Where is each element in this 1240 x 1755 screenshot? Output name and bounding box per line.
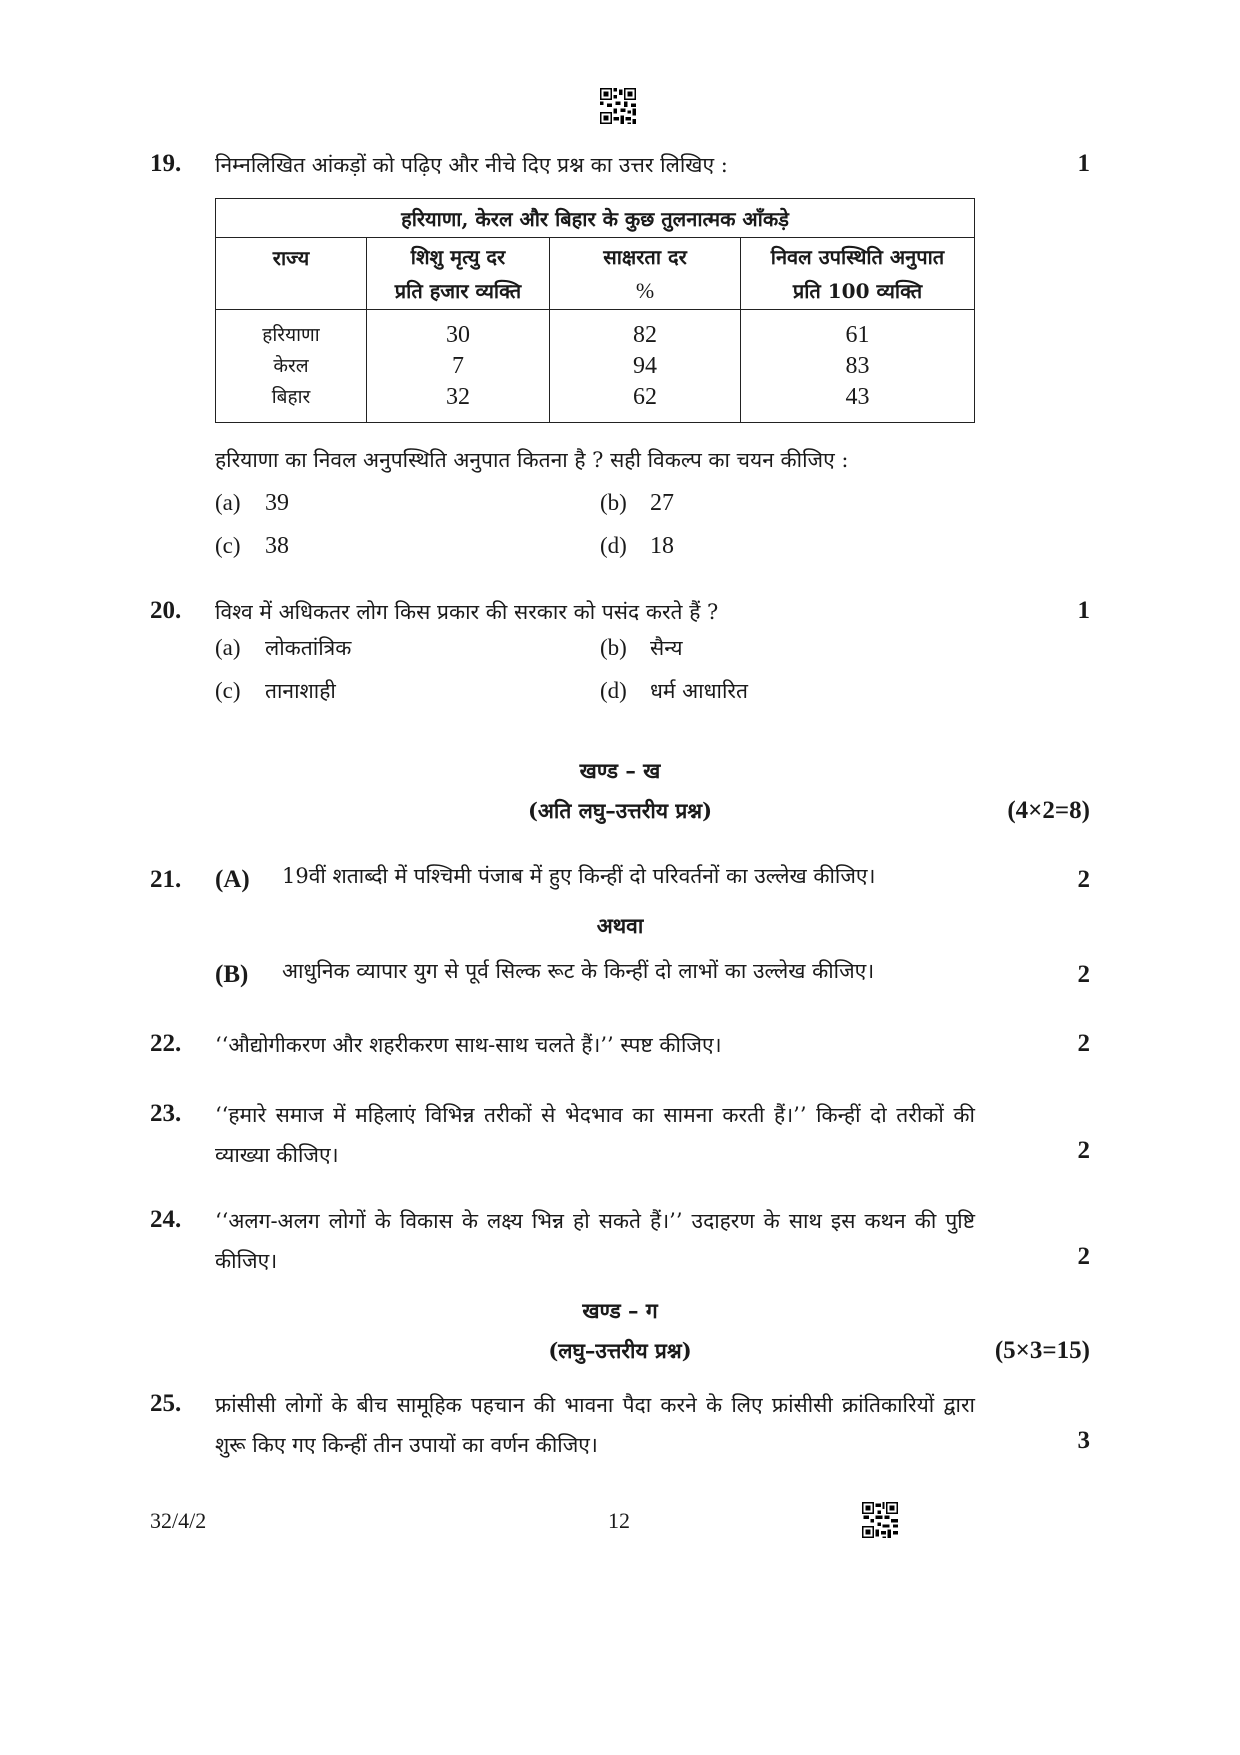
qr-code-icon (862, 1502, 898, 1538)
question-number: 22. (150, 1030, 182, 1057)
table-cell: 30 (446, 321, 470, 348)
question-text: विश्व में अधिकतर लोग किस प्रकार की सरकार को पसंद करते हैं ? (215, 600, 719, 624)
table-cell: बिहार (271, 385, 311, 408)
table-cell: 32 (446, 383, 470, 410)
question-text: ‘‘औद्योगीकरण और शहरीकरण साथ-साथ चलते हैं।’’ स्पष्ट कीजिए। (215, 1033, 722, 1057)
option-b[interactable]: (b) 27 (600, 490, 674, 516)
option-c[interactable]: (c) तानाशाही (215, 678, 336, 703)
literacy-column (550, 310, 741, 423)
question-text: फ्रांसीसी लोगों के बीच सामूहिक पहचान की भावना पैदा करने के लिए फ्रांसीसी क्रांतिकारियों द्वारा शुरू किए गए किन्हीं तीन उपायों का वर्णन कीजिए। (215, 1393, 975, 1457)
question-text: ‘‘हमारे समाज में महिलाएं विभिन्न तरीकों से भेदभाव का सामना करती हैं।’’ किन्हीं दो तरीकों की व्याख्या कीजिए। (215, 1103, 975, 1167)
qr-code-icon (600, 88, 636, 124)
section-subtitle: (लघु–उत्तरीय प्रश्न) (548, 1338, 692, 1363)
question-number: 23. (150, 1100, 182, 1127)
table-cell: 61 (845, 321, 870, 348)
section-marks: (4×2=8) (1007, 797, 1090, 824)
table-cell: 43 (845, 383, 870, 410)
table-cell: 7 (452, 352, 464, 379)
question-text: आधुनिक व्यापार युग से पूर्व सिल्क रूट के किन्हीं दो लाभों का उल्लेख कीजिए। (282, 959, 875, 983)
question-text: ‘‘अलग-अलग लोगों के विकास के लक्ष्य भिन्न हो सकते हैं।’’ उदाहरण के साथ इस कथन की पुष्टि कीजिए। (215, 1209, 975, 1273)
section-title: खण्ड – ग (582, 1298, 658, 1323)
question-number: 25. (150, 1390, 182, 1417)
option-d[interactable]: (d) 18 (600, 533, 674, 559)
question-marks: 2 (1077, 1137, 1090, 1164)
question-marks: 2 (1077, 866, 1090, 893)
question-number: 24. (150, 1206, 182, 1233)
column-header-literacy: साक्षरता दर % (550, 238, 741, 310)
comparison-table (215, 198, 975, 423)
option-c[interactable]: (c) 38 (215, 533, 289, 559)
page-number: 12 (608, 1508, 630, 1533)
column-header-attendance: निवल उपस्थिति अनुपात प्रति 100 व्यक्ति (741, 238, 975, 310)
option-label: (B) (215, 961, 249, 988)
question-marks: 1 (1077, 150, 1090, 177)
section-marks: (5×3=15) (994, 1337, 1090, 1364)
table-cell: 82 (633, 321, 657, 348)
table-cell: 62 (633, 383, 657, 410)
question-marks: 2 (1077, 1243, 1090, 1270)
state-column (216, 310, 367, 423)
question-number: 20. (150, 597, 182, 624)
table-cell: 94 (633, 352, 657, 379)
section-title: खण्ड – ख (579, 758, 661, 783)
paper-code: 32/4/2 (150, 1508, 207, 1533)
option-a[interactable]: (a) लोकतांत्रिक (215, 635, 352, 660)
question-marks: 2 (1077, 961, 1090, 988)
option-a[interactable]: (a) 39 (215, 490, 289, 516)
column-header-infant-mortality: शिशु मृत्यु दर प्रति हजार व्यक्ति (367, 238, 550, 310)
question-text: हरियाणा का निवल अनुपस्थिति अनुपात कितना है ? सही विकल्प का चयन कीजिए : (215, 448, 849, 472)
question-text: निम्नलिखित आंकड़ों को पढ़िए और नीचे दिए प्रश्न का उत्तर लिखिए : (215, 153, 728, 177)
table-cell: केरल (273, 354, 309, 377)
table-cell: हरियाणा (262, 323, 320, 346)
question-number: 21. (150, 866, 182, 893)
table-cell: 83 (845, 352, 870, 379)
option-d[interactable]: (d) धर्म आधारित (600, 678, 748, 703)
column-header-state: राज्य (216, 238, 367, 310)
question-text: 19वीं शताब्दी में पश्चिमी पंजाब में हुए किन्हीं दो परिवर्तनों का उल्लेख कीजिए। (282, 864, 876, 888)
option-label: (A) (215, 866, 250, 893)
question-marks: 2 (1077, 1030, 1090, 1057)
attendance-column (741, 310, 975, 423)
table-row (216, 310, 975, 423)
infant-mortality-column (367, 310, 550, 423)
table-header-row (216, 238, 975, 310)
or-separator: अथवा (596, 913, 644, 938)
table-caption: हरियाणा, केरल और बिहार के कुछ तुलनात्मक आँकड़े (216, 199, 975, 238)
section-subtitle: (अति लघु–उत्तरीय प्रश्न) (527, 798, 713, 823)
question-number: 19. (150, 150, 182, 177)
question-marks: 1 (1077, 597, 1090, 624)
option-b[interactable]: (b) सैन्य (600, 635, 683, 660)
question-marks: 3 (1077, 1427, 1090, 1454)
